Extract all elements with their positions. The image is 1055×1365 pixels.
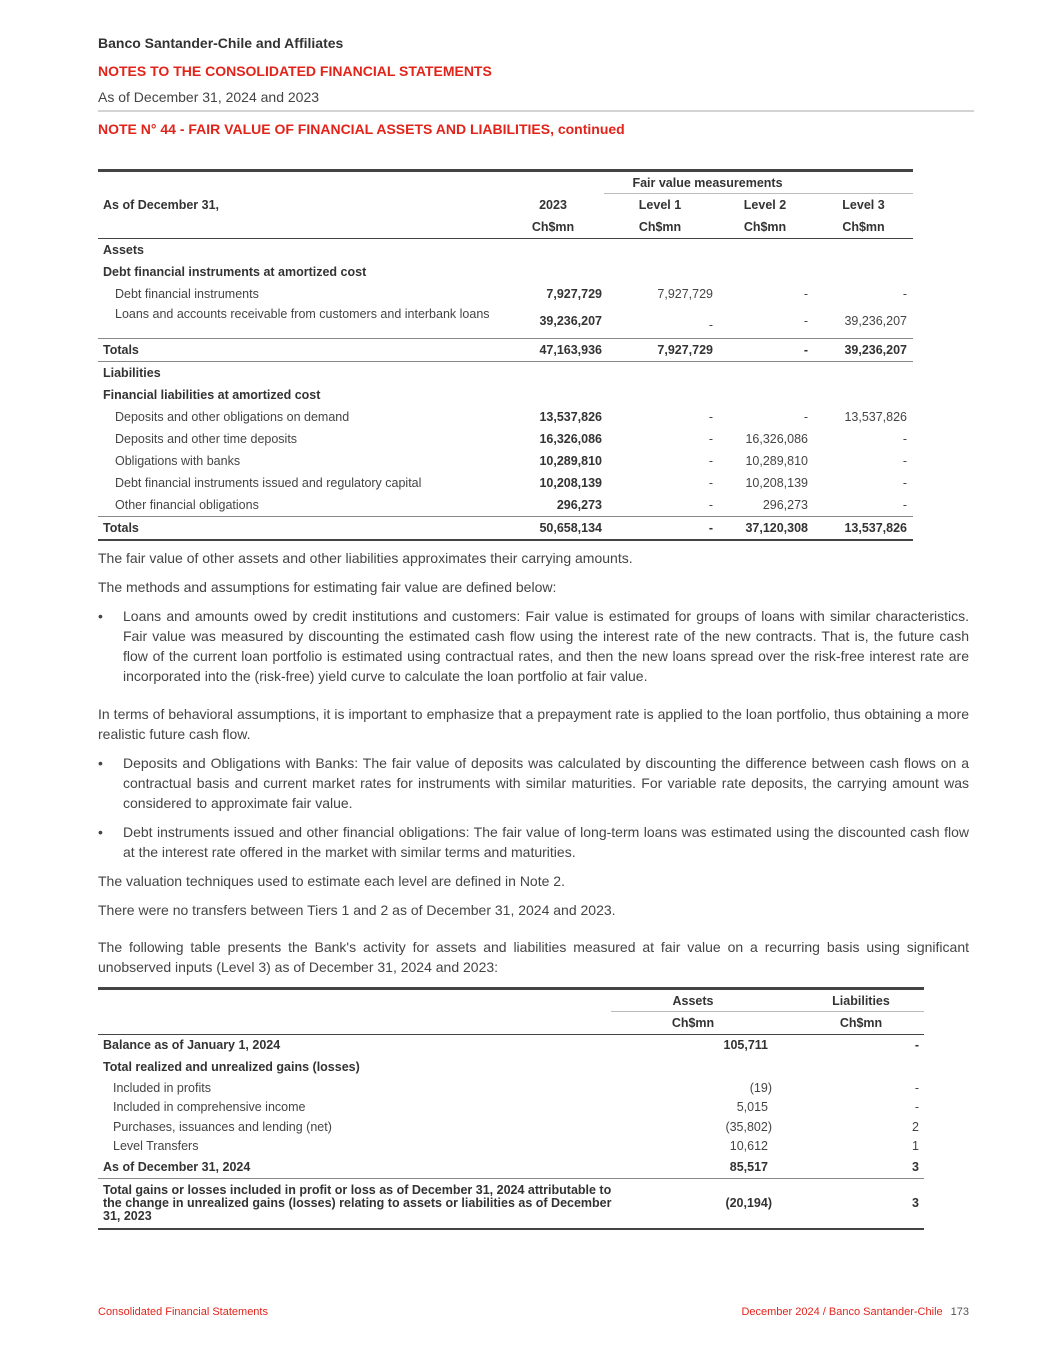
table-row: [98, 1117, 924, 1136]
total-gains-liabilities: 3: [912, 1196, 919, 1210]
row-liabilities: -: [914, 1081, 919, 1095]
value-level1: -: [708, 454, 713, 468]
bullet-item: [98, 753, 969, 813]
closing-liabilities: 3: [912, 1160, 919, 1174]
page-number: 173: [950, 1306, 969, 1318]
row-label: Obligations with banks: [115, 454, 241, 468]
liabilities-subheading: Financial liabilities at amortized cost: [103, 388, 321, 402]
bullet-icon: •: [98, 608, 103, 624]
paragraph: The valuation techniques used to estimate each level are defined in Note 2.: [98, 873, 565, 889]
assets-heading: Assets: [103, 243, 144, 257]
col-header-level2: Level 2: [743, 198, 787, 212]
value-level1: -: [708, 432, 713, 446]
value-level2: 10,208,139: [745, 476, 808, 490]
unit-2023: Ch$mn: [531, 220, 575, 234]
bullet-icon: •: [98, 824, 103, 840]
value-level1: -: [708, 318, 713, 332]
table-row: [98, 1156, 924, 1178]
row-liabilities: -: [914, 1100, 919, 1114]
row-label: Deposits and other time deposits: [115, 432, 298, 446]
value-level1: 7,927,729: [657, 287, 713, 301]
table-row: [98, 1078, 924, 1097]
value-level2: -: [803, 410, 808, 424]
assets-subheading: Debt financial instruments at amortized cost: [103, 265, 367, 279]
totals-row: [98, 339, 913, 361]
totals-row: [98, 517, 913, 539]
total-level2: -: [803, 343, 808, 357]
totals-label: Totals: [103, 521, 139, 535]
total-level1: 7,927,729: [657, 343, 713, 357]
total-gains-label: Total gains or losses included in profit or loss as of December 31, 2024 attributable to the change in unrealized gains (losses) relating to assets or liabilities as of December 31, 2023: [103, 1183, 612, 1223]
total-level3: 39,236,207: [844, 343, 907, 357]
opening-liabilities: -: [914, 1038, 919, 1052]
total-2023: 47,163,936: [539, 343, 602, 357]
table-row: [98, 428, 913, 450]
unit-liabilities: Ch$mn: [839, 1016, 883, 1030]
value-level3: -: [902, 498, 907, 512]
value-level2: 10,289,810: [745, 454, 808, 468]
value-level3: 39,236,207: [844, 314, 907, 328]
total-level2: 37,120,308: [745, 521, 808, 535]
paragraph: There were no transfers between Tiers 1 and 2 as of December 31, 2024 and 2023.: [98, 902, 616, 918]
table-row: [98, 1097, 924, 1117]
col-header-2023: 2023: [539, 198, 567, 212]
table-row: [98, 305, 913, 338]
liabilities-heading: Liabilities: [103, 366, 161, 380]
row-label: Debt financial instruments issued and regulatory capital: [115, 476, 422, 490]
unit-level1: Ch$mn: [638, 220, 682, 234]
row-label: Deposits and other obligations on demand: [115, 410, 350, 424]
value-2023: 13,537,826: [539, 410, 602, 424]
opening-label: Balance as of January 1, 2024: [103, 1038, 281, 1052]
fair-value-header: Fair value measurements: [632, 176, 783, 190]
value-level2: -: [803, 314, 808, 328]
table-row: [98, 472, 913, 494]
paragraph: The methods and assumptions for estimating fair value are defined below:: [98, 579, 557, 595]
bullet-icon: •: [98, 755, 103, 771]
row-assets: 5,015: [736, 1100, 768, 1114]
row-assets: 10,612: [729, 1139, 768, 1153]
value-level2: 296,273: [762, 498, 808, 512]
col-header-level1: Level 1: [638, 198, 682, 212]
header-divider: [98, 110, 974, 112]
value-2023: 10,289,810: [539, 454, 602, 468]
table-row: [98, 1035, 924, 1056]
unit-assets: Ch$mn: [671, 1016, 715, 1030]
table-row: [98, 1136, 924, 1156]
row-assets: (35,802): [725, 1120, 772, 1134]
total-level1: -: [708, 521, 713, 535]
value-level2: -: [803, 287, 808, 301]
gains-heading: Total realized and unrealized gains (losses): [103, 1060, 360, 1074]
value-level3: -: [902, 432, 907, 446]
value-2023: 16,326,086: [539, 432, 602, 446]
row-liabilities: 1: [912, 1139, 919, 1153]
bullet-text: Debt instruments issued and other financial obligations: The fair value of long-term loans was estimated using the discounted cash flow at the interest rate offered in the market with similar terms and maturities.: [123, 824, 969, 860]
table-bottom-rule: [98, 539, 913, 541]
total-level3: 13,537,826: [844, 521, 907, 535]
unit-level2: Ch$mn: [743, 220, 787, 234]
value-level3: -: [902, 454, 907, 468]
footer-left: Consolidated Financial Statements: [98, 1306, 268, 1318]
value-level3: -: [902, 476, 907, 490]
total-gains-assets: (20,194): [725, 1196, 772, 1210]
col-header-liabilities: Liabilities: [832, 994, 890, 1008]
company-name: Banco Santander-Chile and Affiliates: [98, 35, 344, 51]
value-level3: 13,537,826: [844, 410, 907, 424]
row-label: Level Transfers: [113, 1139, 199, 1153]
opening-assets: 105,711: [723, 1038, 768, 1052]
date-line: As of December 31, 2024 and 2023: [98, 89, 320, 105]
footer-right: [741, 1306, 969, 1318]
total-2023: 50,658,134: [539, 521, 602, 535]
bullet-text: Deposits and Obligations with Banks: The fair value of deposits was calculated by discounting the difference between cash flows on a contractual basis and current market rates for instruments with similar maturities. For variable rate deposits, the carrying amount was considered to approximate fair value.: [123, 755, 969, 811]
footer-title: December 2024 / Banco Santander-Chile: [741, 1306, 943, 1318]
value-2023: 296,273: [556, 498, 602, 512]
row-label: Loans and accounts receivable from customers and interbank loans: [115, 307, 490, 321]
unit-level3: Ch$mn: [842, 220, 885, 234]
value-2023: 7,927,729: [546, 287, 602, 301]
as-of-label: As of December 31,: [103, 198, 220, 212]
value-2023: 10,208,139: [539, 476, 602, 490]
bullet-item: [98, 606, 969, 686]
row-label: Other financial obligations: [115, 498, 259, 512]
value-level3: -: [902, 287, 907, 301]
totals-label: Totals: [103, 343, 139, 357]
table-row: [98, 283, 913, 305]
closing-label: As of December 31, 2024: [103, 1160, 251, 1174]
row-label: Debt financial instruments: [115, 287, 259, 301]
fair-value-table: [98, 169, 913, 541]
closing-assets: 85,517: [729, 1160, 768, 1174]
value-level2: 16,326,086: [745, 432, 808, 446]
value-level1: -: [708, 498, 713, 512]
bullet-item: [98, 822, 969, 862]
table-row: [98, 406, 913, 428]
table-row: [98, 494, 913, 516]
col-header-level3: Level 3: [842, 198, 885, 212]
value-level1: -: [708, 410, 713, 424]
row-label: Included in comprehensive income: [113, 1100, 306, 1114]
row-label: Purchases, issuances and lending (net): [113, 1120, 332, 1134]
value-level1: -: [708, 476, 713, 490]
row-liabilities: 2: [912, 1120, 919, 1134]
row-assets: (19): [749, 1081, 772, 1095]
bullet-text: Loans and amounts owed by credit institutions and customers: Fair value is estimated for groups of loans with similar characteristics. Fair value was measured by discounting the estimated cash flow using the interest rate of the new contracts. That is, the future cash flow of the current loan portfolio is estimated using contractual rates, and then the new loans spread over the risk-free interest rate are incorporated into the (risk-free) yield curve to calculate the loan portfolio at fair value.: [123, 608, 969, 684]
paragraph: The following table presents the Bank's activity for assets and liabilities measured at fair value on a recurring basis using significant unobserved inputs (Level 3) as of December 31, 2024 and 2023:: [98, 939, 969, 975]
table-row: [98, 1179, 924, 1228]
col-header-assets: Assets: [672, 994, 714, 1008]
note-title: NOTE N° 44 - FAIR VALUE OF FINANCIAL ASSETS AND LIABILITIES, continued: [98, 121, 625, 137]
value-2023: 39,236,207: [539, 314, 602, 328]
table-row: [98, 450, 913, 472]
level3-activity-table: [98, 987, 924, 1230]
row-label: Included in profits: [113, 1081, 211, 1095]
paragraph: In terms of behavioral assumptions, it is important to emphasize that a prepayment rate is applied to the loan portfolio, thus obtaining a more realistic future cash flow.: [98, 706, 969, 742]
notes-title: NOTES TO THE CONSOLIDATED FINANCIAL STATEMENTS: [98, 63, 492, 79]
table-bottom-rule: [98, 1228, 924, 1230]
paragraph: The fair value of other assets and other liabilities approximates their carrying amounts.: [98, 550, 633, 566]
